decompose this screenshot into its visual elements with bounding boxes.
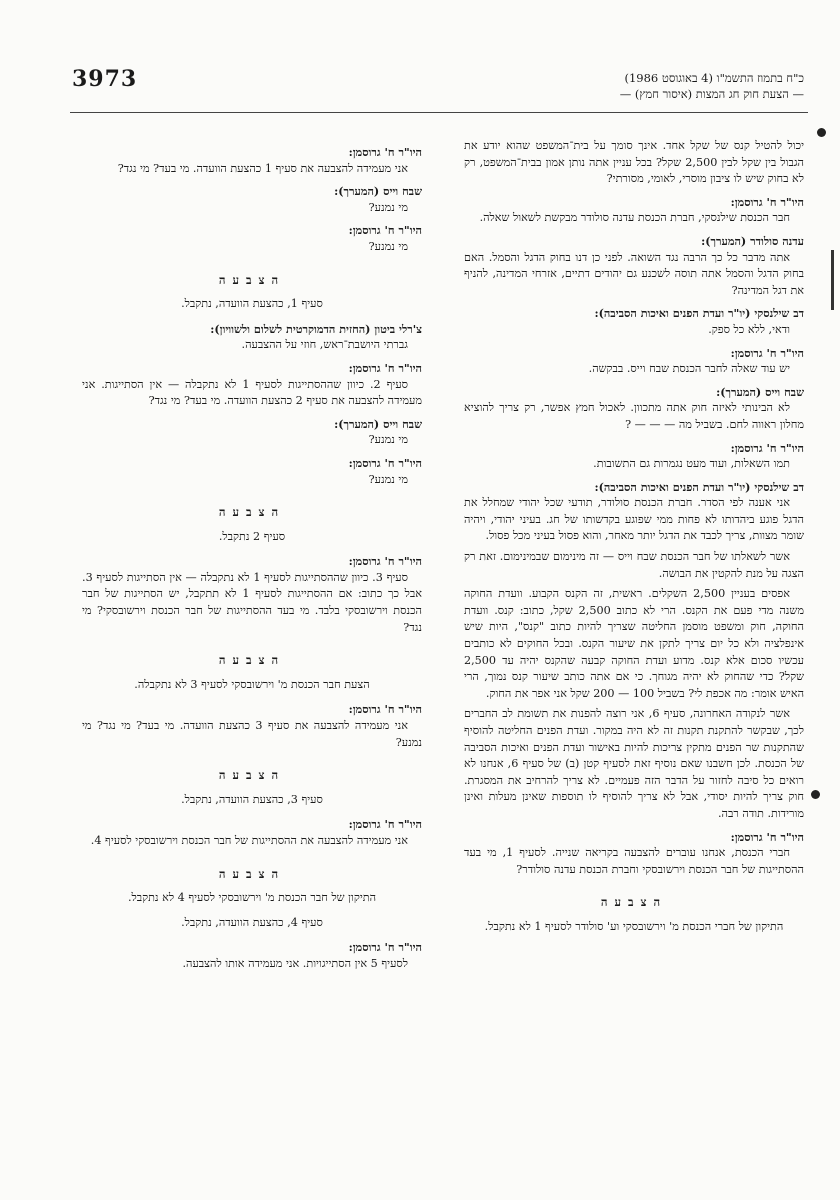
paragraph: אני מעמידה להצבעה את ההסתייגות של חבר הכנסת וירשובסקי לסעיף 4.: [90, 834, 408, 847]
speaker-label: היו"ר ח' גרוסמן:: [730, 194, 804, 209]
speaker-label: היו"ר ח' גרוסמן:: [730, 440, 804, 455]
vote-result: התיקון של חברי הכנסת מ' וירשובסקי וע' סולודר לסעיף 1 לא נתקבל.: [484, 919, 784, 933]
vote-result: הצעת חבר הכנסת מ' וירשובסקי לסעיף 3 לא נתקבלה.: [134, 677, 370, 691]
paragraph: מי נמנע?: [368, 433, 408, 447]
speaker-label: היו"ר ח' גרוסמן:: [348, 455, 422, 470]
vote-result: סעיף 3, כהצעת הוועדה, נתקבל.: [181, 792, 323, 806]
edge-scan-mark: [831, 250, 834, 310]
paragraph: אשר לנקודה האחרונה, סעיף 6, אני רוצה להפנות את תשומת לב החברים לכך, שבקשר להתקנת תקנות זה לא היה במקור. ועדת הפנים החליטה להוסיף שהתקנות שר הפנים מתקין צריכות להיות באישור ועדת הפנים ואיכות הסביבה של הכנסת. לכן חשבנו שאם נוסיף זאת לסעיף קטן (ב) של סעיף 6, אנחנו לא רואים כל סיבה לחזור על הדבר הזה פעמיים. לא צריך להרחיב את המסגרת. חוק צריך להיות יסודי, אבל לא צריך להוסיף לו תוספות שאינן מעלות ואינן מורידות. תודה רבה.: [464, 707, 804, 820]
speaker-label: צ'רלי ביטון (החזית הדמוקרטית לשלום ולשוויון):: [210, 321, 422, 336]
header-date: כ"ח בתמוז התשמ"ו (4 באוגוסט 1986): [624, 71, 804, 85]
paragraph: אתה מדבר כל כך הרבה נגד השואה. לפני כן דנו בחוק הדגל והסמל. האם בחוק הדגל והסמל אתה תוסה לשכנע גם יהודים דתיים, אזרחי המדינה, להניף את דגל המדינה?: [464, 250, 804, 297]
right-column: [464, 138, 804, 944]
vote-result: סעיף 2 נתקבל.: [218, 529, 286, 543]
vote-result: סעיף 4, כהצעת הוועדה, נתקבל.: [181, 915, 323, 929]
vote-heading: הצבעה: [218, 653, 286, 668]
header-bill-title: — הצעת חוק חג המצות (איסור חמץ) —: [619, 87, 804, 101]
speaker-label: היו"ר ח' גרוסמן:: [348, 817, 422, 832]
speaker-label: שבח וייס (המערך):: [334, 416, 422, 431]
speaker-label: היו"ר ח' גרוסמן:: [730, 829, 804, 844]
paragraph: אפסים בעניין 2,500 השקלים. ראשית, זה הקנס הקבוע. וועדת החוקה משנה מדי פעם את הקנס. הרי לא כתוב 2,500 שקל, כתוב: קנס. וועדת החוקה, חוק ומשפט מוסמן החליטה שצריך להיות כתוב "קנס", היות שיש אינפלציה ולא כל יום צריך לתקן את שיעור הקנס. ובכל החוקים לא כותבים עכשיו סכום אלא קנס. מדוע ועדת החוקה קבעה שהקנס יהיה עד 2,500 שקל? כדי שהחוק לא יהיה מגוחך. כי אם אתה כותב שיעור קנס נמוך, הרי האיש אומר: מה אכפת לי? בשביל 100 — 200 שקל אני אפר את החוק.: [464, 587, 804, 700]
paragraph: מי נמנע?: [368, 239, 408, 253]
speaker-label: היו"ר ח' גרוסמן:: [348, 702, 422, 717]
speaker-label: היו"ר ח' גרוסמן:: [348, 223, 422, 238]
paragraph: מי נמנע?: [368, 200, 408, 214]
page-number: 3973: [72, 66, 138, 92]
speaker-label: היו"ר ח' גרוסמן:: [348, 145, 422, 159]
paragraph: חבר הכנסת שילנסקי, חברת הכנסת עדנה סולודר מבקשת לשאול שאלה.: [479, 211, 790, 225]
paragraph: סעיף 2. כיוון שההסתייגות לסעיף 1 לא נתקבלה — אין הסתייגות. אני מעמידה להצבעה את סעיף 2 כהצעת הוועדה. מי בעד? מי נגד?: [82, 377, 422, 408]
vote-result: סעיף 1, כהצעת הוועדה, נתקבל.: [181, 297, 323, 311]
speaker-label: היו"ר ח' גרוסמן:: [348, 940, 422, 955]
speaker-label: היו"ר ח' גרוסמן:: [348, 360, 422, 375]
paragraph: אני מעמידה להצבעה את סעיף 3 כהצעת הוועדה. מי בעד? מי נגד? מי נמנע?: [82, 719, 422, 749]
paragraph: יכול להטיל קנס של שקל אחד. אינך סומך על בית־המשפט שהוא יודע את הגבול בין שקל לבין 2,500 שקל? בכל עניין אתה נותן אמון בבית־המשפט, רק לא בחוק שיש לו ציבון מוסרי, לאומי, מסורתי?: [464, 139, 804, 186]
punch-hole-mark: [811, 790, 820, 799]
vote-heading: הצבעה: [218, 272, 286, 287]
speaker-label: שבח וייס (המערך):: [334, 184, 422, 199]
speaker-label: עדנה סולודר (המערך):: [701, 233, 804, 248]
vote-heading: הצבעה: [218, 505, 286, 520]
speaker-label: דב שילנסקי (יו"ר ועדת הפנים ואיכות הסביבה):: [594, 479, 804, 494]
paragraph: חברי הכנסת, אנחנו עוברים להצבעה בקריאה שנייה. לסעיף 1, מי בעד ההסתייגות של חבר הכנסת וירשובסקי וחברת הכנסת עדנה סולודר?: [464, 846, 804, 876]
vote-heading: הצבעה: [218, 768, 286, 783]
running-header: [474, 70, 804, 102]
paragraph: יש עוד שאלה לחבר הכנסת שבח וייס. בבקשה.: [588, 362, 790, 376]
paragraph: סעיף 3. כיוון שההסתייגות לסעיף 1 לא נתקבלה — אין הסתייגות לסעיף 3. אבל כך כתוב: אם ההסתייגות לסעיף 1 לא תתקבל, יש הסתייגות של חבר הכנסת וירשובסקי בלבד. מי בעד ההסתייגות של חבר הכנסת וירשובסקי? מי נגד?: [82, 570, 422, 634]
vote-result: התיקון של חבר הכנסת מ' וירשובסקי לסעיף 4 לא נתקבל.: [127, 891, 377, 905]
punch-hole-mark: [817, 128, 826, 137]
left-column: [82, 138, 422, 977]
paragraph: אני מעמידה להצבעה את סעיף 1 כהצעת הוועדה. מי בעד? מי נגד?: [117, 161, 408, 175]
speaker-label: שבח וייס (המערך):: [716, 384, 804, 399]
paragraph: אני אענה לפי הסדר. חברת הכנסת סולודר, תודעי שכל יהודי שמחלל את הדגל פוגע ביהדותו לא פחות ממי שפוגע בקדשותו של חג. בעיני יהודי, ויהיה שומר מצוות, צריך לכבד את הדגל יותר מאחר, והוא פסול בעיני מכל פסול.: [464, 496, 804, 543]
vote-heading: הצבעה: [218, 866, 286, 881]
speaker-label: היו"ר ח' גרוסמן:: [730, 345, 804, 360]
paragraph: לסעיף 5 אין הסתייגויות. אני מעמידה אותו להצבעה.: [182, 956, 408, 970]
vote-heading: הצבעה: [600, 895, 668, 910]
paragraph: לא הבינותי לאיזה חוק אתה מתכוון. לאכול חמץ אפשר, רק צריך להוציא מחלון ראווה לחם. בשביל מה — — — ?: [464, 401, 804, 431]
speaker-label: היו"ר ח' גרוסמן:: [348, 554, 422, 569]
paragraph: מי נמנע?: [368, 472, 408, 486]
paragraph: גברתי היושבת־ראש, חוזי על ההצבעה.: [241, 338, 408, 352]
paragraph: אשר לשאלתו של חבר הכנסת שבח וייס — זה מינימום שבמינימום. זאת רק הצגה על מנת להקטין את הבושה.: [464, 550, 804, 580]
paragraph: תמו השאלות, ועוד מעט נגמרות גם התשובות.: [593, 457, 790, 471]
paragraph: ודאי, ללא כל ספק.: [708, 322, 790, 336]
speaker-label: דב שילנסקי (יו"ר ועדת הפנים ואיכות הסביבה):: [594, 306, 804, 321]
header-rule: [70, 112, 808, 113]
